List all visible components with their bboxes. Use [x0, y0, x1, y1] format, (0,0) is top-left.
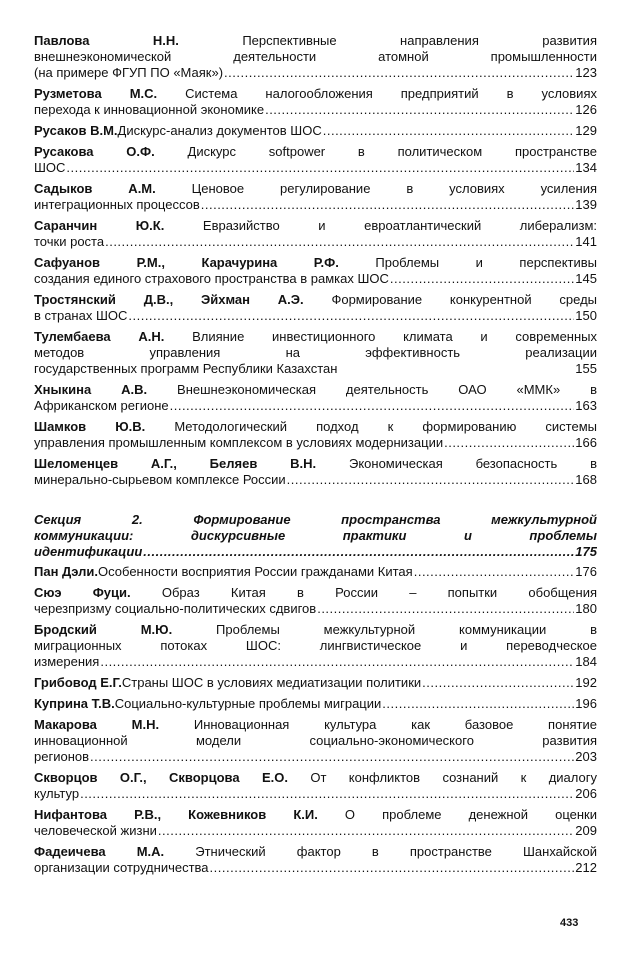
entry-last-line	[34, 564, 597, 580]
entry-last-line	[34, 123, 597, 139]
entry-page-number: 209	[575, 823, 597, 838]
entry-title-part: Африканском регионе	[34, 398, 169, 413]
entry-title-part: государственных программ Республики Казахстан	[34, 361, 338, 376]
section-heading	[34, 512, 597, 560]
entry-line	[34, 622, 597, 638]
entry-author: Рузметова М.С.	[34, 86, 158, 101]
entry-line	[34, 844, 597, 860]
entry-title-part: Евразийство и евроатлантический либерализм:	[164, 218, 597, 233]
toc-section-1-list	[34, 33, 597, 488]
toc-entry[interactable]	[34, 181, 597, 213]
entry-title-part: человеческой жизни	[34, 823, 157, 838]
entry-line	[34, 807, 597, 823]
entry-page-number: 212	[575, 860, 597, 875]
entry-line	[34, 86, 597, 102]
toc-entry[interactable]	[34, 675, 597, 691]
leader-dots	[80, 786, 574, 802]
entry-author: Скворцов О.Г., Скворцова Е.О.	[34, 770, 288, 785]
entry-last-line	[34, 601, 597, 617]
toc-entry[interactable]	[34, 419, 597, 451]
entry-author: Русакова О.Ф.	[34, 144, 155, 159]
entry-line	[34, 49, 597, 65]
entry-last-line	[34, 361, 597, 377]
entry-page-number: 184	[575, 654, 597, 669]
leader-dots	[158, 823, 574, 839]
entry-line	[34, 717, 597, 733]
entry-last-line	[34, 544, 597, 560]
entry-author: Русаков В.М.	[34, 123, 118, 138]
entry-last-line	[34, 234, 597, 250]
entry-author: Сюэ Фуци.	[34, 585, 131, 600]
entry-title-part: (на примере ФГУП ПО «Маяк»)	[34, 65, 224, 80]
leader-dots	[414, 564, 575, 580]
entry-line	[34, 218, 597, 234]
entry-title-part: Этнический фактор в пространстве Шанхайской	[164, 844, 597, 859]
entry-title-part: инновационной модели социально-экономического развития	[34, 733, 597, 748]
entry-title-part: Дискурс softpower в политическом пространстве	[154, 144, 597, 159]
entry-title-part: Внешнеэкономическая деятельность ОАО «ММК» в	[147, 382, 597, 397]
entry-line	[34, 345, 597, 361]
leader-dots	[100, 654, 574, 670]
entry-last-line	[34, 654, 597, 670]
toc-section-2	[34, 512, 597, 876]
leader-dots	[128, 308, 574, 324]
entry-title-part: Формирование конкурентной среды	[303, 292, 597, 307]
entry-line	[34, 512, 597, 528]
leader-dots	[90, 749, 574, 765]
leader-dots	[287, 472, 575, 488]
toc-entry[interactable]	[34, 456, 597, 488]
entry-last-line	[34, 435, 597, 451]
entry-title-part: Перспективные направления развития	[178, 33, 597, 48]
entry-last-line	[34, 472, 597, 488]
entry-title-part: коммуникации: дискурсивные практики и проблемы	[34, 528, 597, 543]
toc-entry[interactable]	[34, 292, 597, 324]
entry-title-part: интеграционных процессов	[34, 197, 200, 212]
entry-title-part: Секция 2. Формирование пространства межкультурной	[34, 512, 597, 527]
toc-entry[interactable]	[34, 717, 597, 765]
toc-entry[interactable]	[34, 696, 597, 712]
entry-title-part: Особенности восприятия России гражданами Китая	[98, 564, 413, 579]
entry-page-number: 166	[575, 435, 597, 450]
leader-dots	[390, 271, 574, 287]
entry-title-part: Влияние инвестиционного климата и современных	[164, 329, 597, 344]
toc-entry[interactable]	[34, 382, 597, 414]
entry-last-line	[34, 160, 597, 176]
entry-author: Куприна Т.В.	[34, 696, 115, 711]
entry-title-part: Методологический подход к формированию системы	[145, 419, 597, 434]
leader-dots	[210, 860, 575, 876]
entry-title-part: Страны ШОС в условиях медиатизации политики	[121, 675, 422, 690]
entry-author: Шеломенцев А.Г., Беляев В.Н.	[34, 456, 317, 471]
toc-entry[interactable]	[34, 218, 597, 250]
entry-title-part: Инновационная культура как базовое понятие	[159, 717, 597, 732]
entry-last-line	[34, 749, 597, 765]
entry-last-line	[34, 675, 597, 691]
entry-page-number: 155	[575, 361, 597, 376]
entry-title-part: управления промышленным комплексом в условиях модернизации	[34, 435, 444, 450]
entry-line	[34, 33, 597, 49]
entry-page-number: 192	[575, 675, 597, 690]
leader-dots	[224, 65, 574, 81]
entry-title-part: регионов	[34, 749, 90, 764]
entry-last-line	[34, 786, 597, 802]
leader-dots	[323, 123, 575, 139]
toc-entry[interactable]	[34, 86, 597, 118]
entry-page-number: 141	[575, 234, 597, 249]
entry-page-number: 126	[575, 102, 597, 117]
entry-title-part: перехода к инновационной экономике	[34, 102, 265, 117]
entry-last-line	[34, 308, 597, 324]
toc-entry[interactable]	[34, 807, 597, 839]
toc-entry[interactable]	[34, 844, 597, 876]
toc-entry[interactable]	[34, 622, 597, 670]
entry-author: Садыков А.М.	[34, 181, 156, 196]
entry-line	[34, 329, 597, 345]
entry-author: Тростянский Д.В., Эйхман А.Э.	[34, 292, 304, 307]
entry-page-number: 145	[575, 271, 597, 286]
toc-entry[interactable]	[34, 770, 597, 802]
entry-line	[34, 419, 597, 435]
entry-title-part: Система налогообложения предприятий в условиях	[157, 86, 597, 101]
entry-title-part: внешнеэкономической деятельности атомной промышленности	[34, 49, 597, 64]
entry-page-number: 175	[575, 544, 597, 559]
entry-author: Пан Дэли.	[34, 564, 99, 579]
entry-page-number: 123	[575, 65, 597, 80]
entry-author: Макарова М.Н.	[34, 717, 160, 732]
entry-last-line	[34, 860, 597, 876]
toc-section-2-list	[34, 564, 597, 876]
toc-entry[interactable]	[34, 512, 597, 560]
entry-last-line	[34, 65, 597, 81]
table-of-contents	[34, 33, 597, 881]
entry-author: Шамков Ю.В.	[34, 419, 146, 434]
entry-author: Бродский М.Ю.	[34, 622, 173, 637]
entry-page-number: 176	[575, 564, 597, 579]
entry-author: Грибовод Е.Г.	[34, 675, 122, 690]
leader-dots	[170, 398, 575, 414]
entry-title-part: точки роста	[34, 234, 105, 249]
entry-line	[34, 255, 597, 271]
entry-line	[34, 528, 597, 544]
entry-title-part: культур	[34, 786, 80, 801]
entry-line	[34, 638, 597, 654]
entry-title-part: в странах ШОС	[34, 308, 128, 323]
entry-author: Павлова Н.Н.	[34, 33, 179, 48]
leader-dots	[143, 544, 574, 560]
entry-title-part: Образ Китая в России – попытки обобщения	[130, 585, 597, 600]
entry-page-number: 196	[575, 696, 597, 711]
entry-last-line	[34, 696, 597, 712]
entry-title-part: ШОС	[34, 160, 66, 175]
entry-author: Нифантова Р.В., Кожевников К.И.	[34, 807, 318, 822]
toc-entry[interactable]	[34, 123, 597, 139]
entry-page-number: 139	[575, 197, 597, 212]
entry-author: Тулембаева А.Н.	[34, 329, 165, 344]
entry-line	[34, 292, 597, 308]
entry-last-line	[34, 398, 597, 414]
leader-dots	[382, 696, 574, 712]
leader-dots	[317, 601, 574, 617]
leader-dots	[265, 102, 574, 118]
entry-last-line	[34, 271, 597, 287]
toc-entry[interactable]	[34, 33, 597, 81]
entry-title-part: Экономическая безопасность в	[316, 456, 597, 471]
entry-author: Хныкина А.В.	[34, 382, 148, 397]
entry-last-line	[34, 197, 597, 213]
leader-dots	[201, 197, 575, 213]
entry-title-part: От конфликтов сознаний к диалогу	[287, 770, 597, 785]
entry-title-part: методов управления на эффективность реализации	[34, 345, 597, 360]
entry-author: Сафуанов Р.М., Карачурина Р.Ф.	[34, 255, 339, 270]
entry-page-number: 150	[575, 308, 597, 323]
entry-title-part: создания единого страхового пространства в рамках ШОС	[34, 271, 389, 286]
toc-entry[interactable]	[34, 144, 597, 176]
toc-entry[interactable]	[34, 255, 597, 287]
entry-title-part: измерения	[34, 654, 100, 669]
entry-title-part: Социально-культурные проблемы миграции	[114, 696, 382, 711]
toc-entry[interactable]	[34, 564, 597, 580]
entry-title-part: Дискурс-анализ документов ШОС	[117, 123, 322, 138]
entry-page-number: 168	[575, 472, 597, 487]
leader-dots	[66, 160, 574, 176]
leader-dots	[422, 675, 574, 691]
entry-page-number: 180	[575, 601, 597, 616]
entry-page-number: 134	[575, 160, 597, 175]
entry-title-part: О проблеме денежной оценки	[317, 807, 597, 822]
entry-title-part: миграционных потоках ШОС: лингвистическое и переводческое	[34, 638, 597, 653]
entry-title-part: Проблемы межкультурной коммуникации в	[172, 622, 597, 637]
entry-title-part: идентификации	[34, 544, 143, 559]
entry-line	[34, 144, 597, 160]
entry-page-number: 203	[575, 749, 597, 764]
toc-entry[interactable]	[34, 585, 597, 617]
entry-line	[34, 770, 597, 786]
entry-page-number: 206	[575, 786, 597, 801]
entry-line	[34, 181, 597, 197]
leader-dots	[105, 234, 574, 250]
toc-entry[interactable]	[34, 329, 597, 377]
entry-line	[34, 733, 597, 749]
entry-author: Саранчин Ю.К.	[34, 218, 165, 233]
entry-line	[34, 585, 597, 601]
leader-dots	[444, 435, 574, 451]
entry-title-part: организации сотрудничества	[34, 860, 209, 875]
entry-page-number: 129	[575, 123, 597, 138]
entry-title-part: минерально-сырьевом комплексе России	[34, 472, 286, 487]
entry-author: Фадеичева М.А.	[34, 844, 165, 859]
entry-line	[34, 382, 597, 398]
entry-title-part: Проблемы и перспективы	[338, 255, 597, 270]
entry-page-number: 163	[575, 398, 597, 413]
entry-title-part: черезпризму социально-политических сдвигов	[34, 601, 317, 616]
entry-last-line	[34, 102, 597, 118]
entry-line	[34, 456, 597, 472]
entry-last-line	[34, 823, 597, 839]
entry-title-part: Ценовое регулирование в условиях усиления	[155, 181, 597, 196]
page-number: 433	[560, 917, 579, 929]
